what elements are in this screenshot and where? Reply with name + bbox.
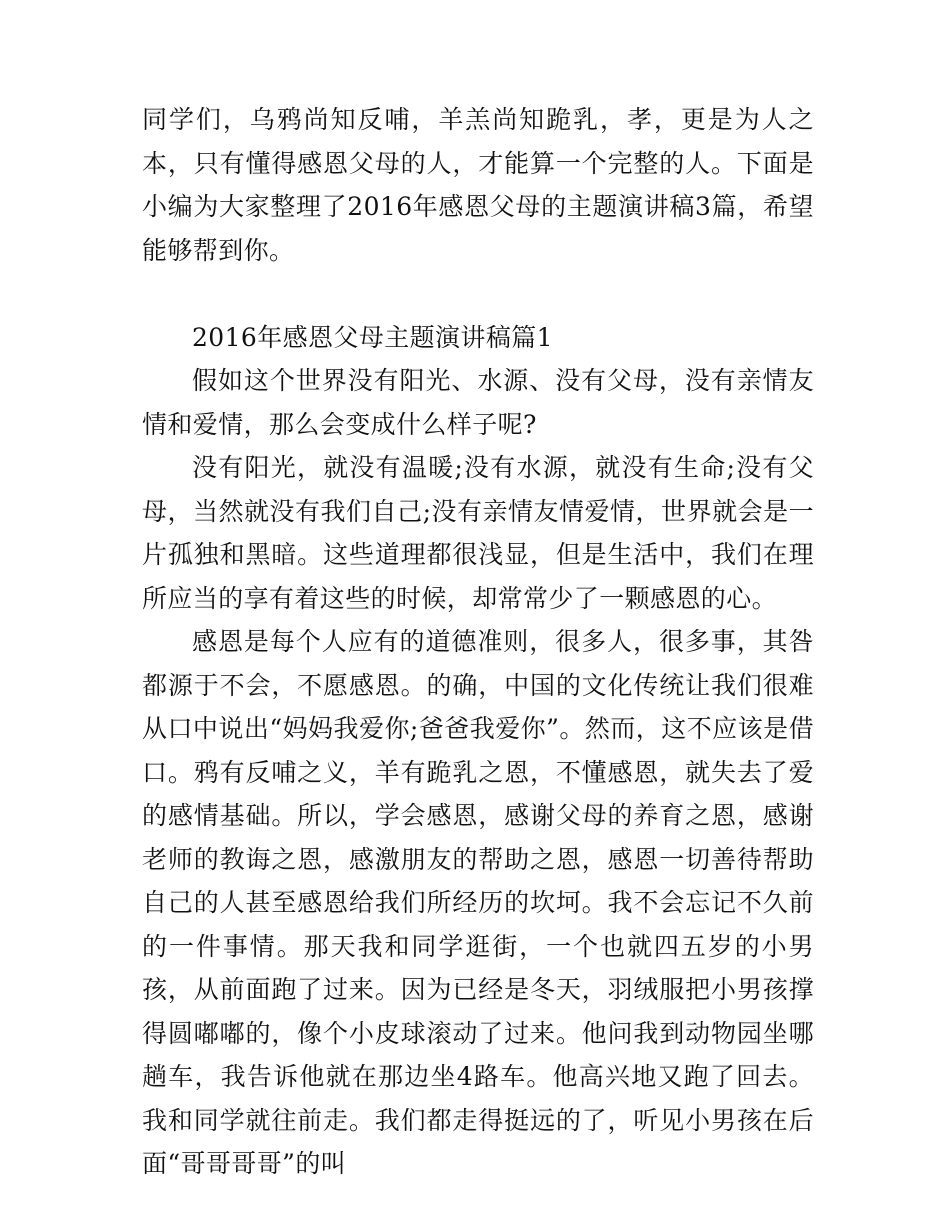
section-heading: 2016年感恩父母主题演讲稿篇1 (192, 322, 553, 352)
intro-paragraph: 同学们，乌鸦尚知反哺，羊羔尚知跪乳，孝，更是为人之本，只有懂得感恩父母的人，才能算一个完整的人。下面是小编为大家整理了2016年感恩父母的主题演讲稿3篇，希望能够帮到你。 (142, 105, 814, 265)
body-paragraph-1: 假如这个世界没有阳光、水源、没有父母，没有亲情友情和爱情，那么会变成什么样子呢? (142, 366, 814, 439)
body-paragraph-3: 感恩是每个人应有的道德准则，很多人，很多事，其咎都源于不会，不愿感恩。的确，中国的文化传统让我们很难从口中说出“妈妈我爱你;爸爸我爱你”。然而，这不应该是借口。鸦有反哺之义，羊有跪乳之恩，不懂感恩，就失去了爱的感情基础。所以，学会感恩，感谢父母的养育之恩，感谢老师的教诲之恩，感激朋友的帮助之恩，感恩一切善待帮助自己的人甚至感恩给我们所经历的坎坷。我不会忘记不久前的一件事情。那天我和同学逛街，一个也就四五岁的小男孩，从前面跑了过来。因为已经是冬天，羽绒服把小男孩撑得圆嘟嘟的，像个小皮球滚动了过来。他问我到动物园坐哪趟车，我告诉他就在那边坐4路车。他高兴地又跑了回去。我和同学就往前走。我们都走得挺远的了，听见小男孩在后面“哥哥哥哥”的叫 (142, 627, 814, 1178)
document-page (142, 98, 814, 1186)
body-paragraph-2: 没有阳光，就没有温暖;没有水源，就没有生命;没有父母，当然就没有我们自己;没有亲情友情爱情，世界就会是一片孤独和黑暗。这些道理都很浅显，但是生活中，我们在理所应当的享有着这些的时候，却常常少了一颗感恩的心。 (142, 453, 814, 613)
paragraph-gap (142, 272, 814, 316)
